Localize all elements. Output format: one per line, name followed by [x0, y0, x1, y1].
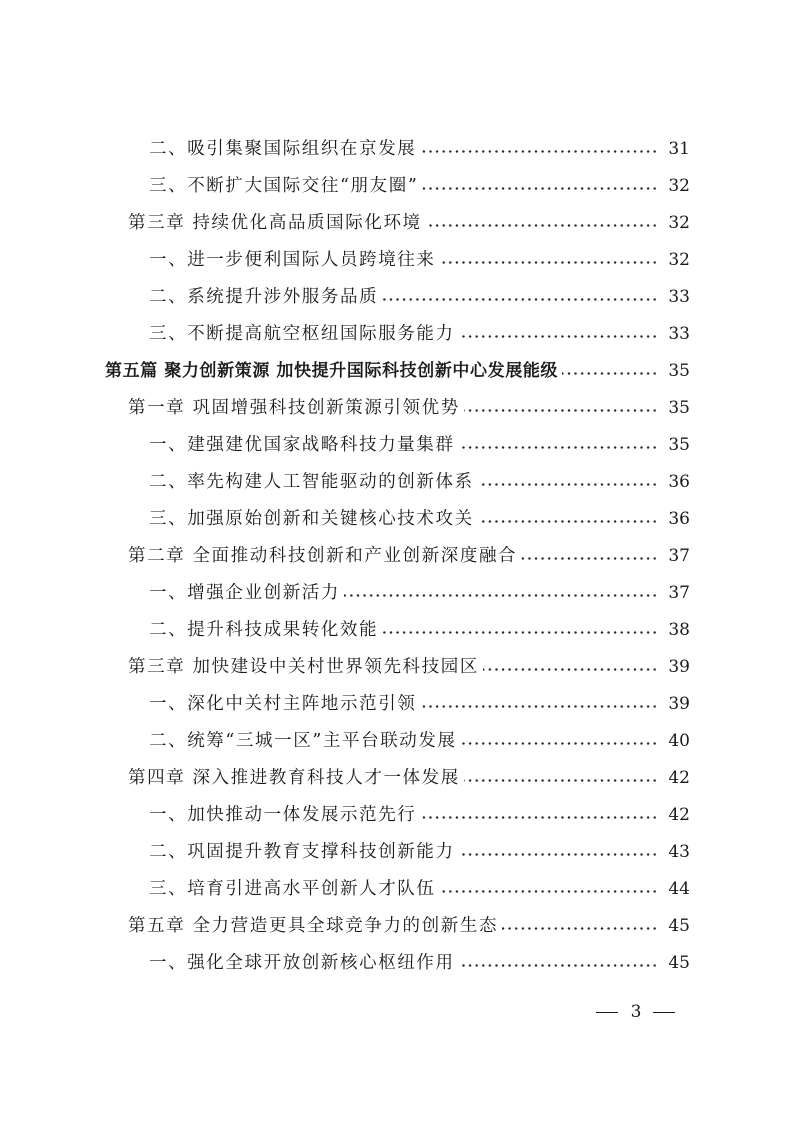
toc-page-number: 45: [668, 916, 690, 936]
dot-leader: [420, 136, 658, 162]
toc-page-number: 33: [668, 324, 690, 344]
toc-section-entry: [0, 574, 794, 611]
toc-entry-title: 一、强化全球开放创新核心枢纽作用: [149, 953, 455, 973]
toc-entry-title: 第三章 持续优化高品质国际化环境: [128, 213, 422, 233]
toc-page-number: 37: [668, 583, 690, 603]
toc-entry-title: 二、率先构建人工智能驱动的创新体系: [149, 472, 474, 492]
toc-section-entry: [0, 870, 794, 907]
toc-section-entry: [0, 315, 794, 352]
toc-entry-title: 三、不断提高航空枢纽国际服务能力: [149, 324, 455, 344]
toc-page-number: 33: [668, 287, 690, 307]
toc-section-entry: [0, 611, 794, 648]
dot-leader: [382, 617, 658, 643]
toc-entry-title: 第五章 全力营造更具全球竞争力的创新生态: [128, 916, 499, 936]
toc-entry-title: 二、巩固提升教育支撑科技创新能力: [149, 842, 455, 862]
toc-entry-title: 第一章 巩固增强科技创新策源引领优势: [128, 398, 460, 418]
toc-entry-title: 二、提升科技成果转化效能: [149, 620, 379, 640]
toc-page-number: 37: [668, 546, 690, 566]
toc-entry-title: 第三章 加快建设中关村世界领先科技园区: [128, 657, 479, 677]
dot-leader: [483, 654, 658, 680]
toc-section-entry: [0, 463, 794, 500]
dot-leader: [459, 950, 658, 976]
dot-leader: [502, 913, 658, 939]
toc-page-number: 45: [668, 953, 690, 973]
toc-section-entry: [0, 944, 794, 981]
dot-leader: [464, 395, 658, 421]
toc-section-entry: [0, 685, 794, 722]
toc-entry-title: 第五篇 聚力创新策源 加快提升国际科技创新中心发展能级: [105, 361, 559, 381]
dot-leader: [464, 765, 658, 791]
toc-entry-title: 三、加强原始创新和关键核心技术攻关: [149, 509, 474, 529]
toc-entry-title: 一、建强建优国家战略科技力量集群: [149, 435, 455, 455]
toc-page-number: 35: [668, 398, 690, 418]
page-footer: [596, 1000, 676, 1024]
toc-page-number: 32: [668, 250, 690, 270]
toc-entry-title: 三、培育引进高水平创新人才队伍: [149, 879, 436, 899]
dot-leader: [478, 469, 658, 495]
dot-leader: [478, 506, 658, 532]
dot-leader: [426, 210, 658, 236]
toc-page-number: 35: [668, 435, 690, 455]
footer-dash-right: [653, 1012, 675, 1013]
toc-entry-title: 一、加快推动一体发展示范先行: [149, 805, 417, 825]
dot-leader: [440, 247, 658, 273]
toc-entry-title: 二、系统提升涉外服务品质: [149, 287, 379, 307]
toc-entry-title: 三、不断扩大国际交往“朋友圈”: [149, 176, 419, 196]
toc-page-number: 40: [668, 731, 690, 751]
toc-section-entry: [0, 241, 794, 278]
toc-page-number: 42: [668, 805, 690, 825]
toc-chapter-entry: [0, 907, 794, 944]
toc-entry-title: 第四章 深入推进教育科技人才一体发展: [128, 768, 460, 788]
toc-page-number: 35: [668, 361, 690, 381]
footer-dash-left: [596, 1012, 618, 1013]
table-of-contents: [0, 130, 794, 981]
dot-leader: [344, 580, 658, 606]
page-number: 3: [630, 1002, 642, 1022]
dot-leader: [440, 876, 658, 902]
toc-chapter-entry: [0, 389, 794, 426]
toc-section-entry: [0, 796, 794, 833]
toc-page-number: 43: [668, 842, 690, 862]
toc-section-entry: [0, 167, 794, 204]
toc-page-number: 36: [668, 472, 690, 492]
toc-entry-title: 一、深化中关村主阵地示范引领: [149, 694, 417, 714]
toc-section-entry: [0, 278, 794, 315]
dot-leader: [459, 432, 658, 458]
toc-page-number: 32: [668, 176, 690, 196]
toc-section-entry: [0, 130, 794, 167]
toc-section-entry: [0, 722, 794, 759]
dot-leader: [420, 691, 658, 717]
toc-page-number: 44: [668, 879, 690, 899]
toc-part-entry: [0, 352, 794, 389]
toc-page-number: 42: [668, 768, 690, 788]
dot-leader: [461, 728, 658, 754]
toc-page-number: 36: [668, 509, 690, 529]
dot-leader: [382, 284, 658, 310]
dot-leader: [521, 543, 658, 569]
toc-section-entry: [0, 500, 794, 537]
toc-page-number: 39: [668, 657, 690, 677]
toc-page-number: 32: [668, 213, 690, 233]
toc-section-entry: [0, 426, 794, 463]
toc-chapter-entry: [0, 204, 794, 241]
dot-leader: [562, 358, 658, 384]
dot-leader: [459, 839, 658, 865]
toc-page-number: 38: [668, 620, 690, 640]
dot-leader: [459, 321, 658, 347]
dot-leader: [422, 173, 658, 199]
toc-chapter-entry: [0, 759, 794, 796]
toc-entry-title: 第二章 全面推动科技创新和产业创新深度融合: [128, 546, 518, 566]
toc-chapter-entry: [0, 537, 794, 574]
toc-section-entry: [0, 833, 794, 870]
toc-entry-title: 二、吸引集聚国际组织在京发展: [149, 139, 417, 159]
toc-page-number: 31: [668, 139, 690, 159]
dot-leader: [420, 802, 658, 828]
toc-entry-title: 一、进一步便利国际人员跨境往来: [149, 250, 436, 270]
toc-chapter-entry: [0, 648, 794, 685]
toc-entry-title: 一、增强企业创新活力: [149, 583, 340, 603]
toc-page-number: 39: [668, 694, 690, 714]
toc-entry-title: 二、统筹“三城一区”主平台联动发展: [149, 731, 457, 751]
